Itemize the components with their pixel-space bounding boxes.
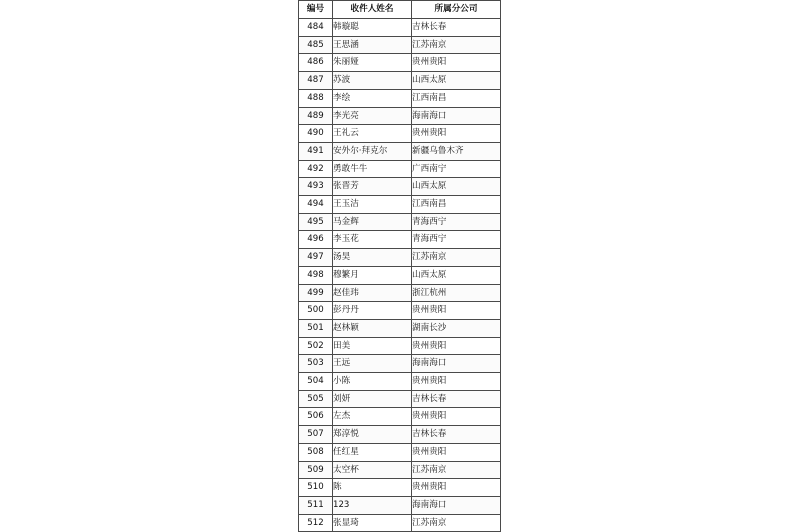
- cell-id: 492: [299, 160, 333, 178]
- cell-company: 山西太原: [412, 266, 501, 284]
- table-row[interactable]: [299, 496, 501, 514]
- table-row[interactable]: [299, 408, 501, 426]
- cell-recipient-name: 李玉花: [333, 231, 412, 249]
- table-row[interactable]: [299, 19, 501, 37]
- table-row[interactable]: [299, 319, 501, 337]
- cell-id: 495: [299, 213, 333, 231]
- table-row[interactable]: [299, 89, 501, 107]
- cell-id: 494: [299, 196, 333, 214]
- cell-recipient-name: 彭丹丹: [333, 302, 412, 320]
- table-row[interactable]: [299, 196, 501, 214]
- cell-id: 500: [299, 302, 333, 320]
- table-row[interactable]: [299, 443, 501, 461]
- table-row[interactable]: [299, 213, 501, 231]
- cell-recipient-name: 勇敢牛牛: [333, 160, 412, 178]
- cell-recipient-name: 韩璇聪: [333, 19, 412, 37]
- cell-id: 503: [299, 355, 333, 373]
- cell-id: 504: [299, 373, 333, 391]
- cell-company: 贵州贵阳: [412, 479, 501, 497]
- cell-id: 512: [299, 514, 333, 532]
- table-row[interactable]: [299, 160, 501, 178]
- cell-recipient-name: 田美: [333, 337, 412, 355]
- cell-recipient-name: 太空杯: [333, 461, 412, 479]
- cell-id: 493: [299, 178, 333, 196]
- cell-company: 青海西宁: [412, 213, 501, 231]
- cell-recipient-name: 王玉洁: [333, 196, 412, 214]
- cell-id: 485: [299, 36, 333, 54]
- cell-recipient-name: 苏波: [333, 72, 412, 90]
- cell-company: 江西南昌: [412, 89, 501, 107]
- cell-id: 501: [299, 319, 333, 337]
- cell-recipient-name: 王远: [333, 355, 412, 373]
- cell-recipient-name: 陈: [333, 479, 412, 497]
- table-row[interactable]: [299, 125, 501, 143]
- cell-company: 贵州贵阳: [412, 54, 501, 72]
- table-row[interactable]: [299, 426, 501, 444]
- cell-id: 486: [299, 54, 333, 72]
- cell-company: 江西南昌: [412, 196, 501, 214]
- column-header-company: 所属分公司: [412, 1, 501, 19]
- cell-company: 广西南宁: [412, 160, 501, 178]
- cell-recipient-name: 左杰: [333, 408, 412, 426]
- cell-recipient-name: 赵林颖: [333, 319, 412, 337]
- cell-recipient-name: 郑淳悦: [333, 426, 412, 444]
- cell-company: 吉林长春: [412, 390, 501, 408]
- column-header-name: 收件人姓名: [333, 1, 412, 19]
- cell-company: 贵州贵阳: [412, 443, 501, 461]
- table-row[interactable]: [299, 355, 501, 373]
- cell-id: 488: [299, 89, 333, 107]
- cell-recipient-name: 李绘: [333, 89, 412, 107]
- cell-recipient-name: 任红星: [333, 443, 412, 461]
- table-header: [299, 1, 501, 19]
- cell-id: 511: [299, 496, 333, 514]
- cell-company: 青海西宁: [412, 231, 501, 249]
- table-header-row: [299, 1, 501, 19]
- cell-recipient-name: 王礼云: [333, 125, 412, 143]
- cell-id: 507: [299, 426, 333, 444]
- cell-company: 贵州贵阳: [412, 302, 501, 320]
- cell-recipient-name: 马金辉: [333, 213, 412, 231]
- cell-recipient-name: 安外尔·拜克尔: [333, 142, 412, 160]
- cell-company: 江苏南京: [412, 249, 501, 267]
- cell-company: 江苏南京: [412, 36, 501, 54]
- cell-company: 海南海口: [412, 355, 501, 373]
- cell-id: 498: [299, 266, 333, 284]
- table-row[interactable]: [299, 107, 501, 125]
- cell-recipient-name: 赵佳玮: [333, 284, 412, 302]
- recipient-table: [298, 0, 501, 532]
- cell-company: 海南海口: [412, 496, 501, 514]
- table-row[interactable]: [299, 54, 501, 72]
- cell-company: 贵州贵阳: [412, 337, 501, 355]
- cell-company: 贵州贵阳: [412, 408, 501, 426]
- cell-id: 506: [299, 408, 333, 426]
- cell-recipient-name: 张晋芳: [333, 178, 412, 196]
- cell-recipient-name: 王思涵: [333, 36, 412, 54]
- cell-company: 山西太原: [412, 72, 501, 90]
- cell-company: 海南海口: [412, 107, 501, 125]
- cell-recipient-name: 张显琦: [333, 514, 412, 532]
- recipient-table-container: [298, 0, 500, 532]
- cell-recipient-name: 123: [333, 496, 412, 514]
- cell-id: 497: [299, 249, 333, 267]
- table-row[interactable]: [299, 142, 501, 160]
- cell-company: 浙江杭州: [412, 284, 501, 302]
- table-row[interactable]: [299, 36, 501, 54]
- cell-recipient-name: 汤昊: [333, 249, 412, 267]
- cell-company: 山西太原: [412, 178, 501, 196]
- cell-id: 487: [299, 72, 333, 90]
- cell-id: 508: [299, 443, 333, 461]
- cell-id: 490: [299, 125, 333, 143]
- cell-id: 505: [299, 390, 333, 408]
- table-row[interactable]: [299, 266, 501, 284]
- cell-id: 509: [299, 461, 333, 479]
- cell-company: 江苏南京: [412, 514, 501, 532]
- cell-id: 499: [299, 284, 333, 302]
- cell-id: 489: [299, 107, 333, 125]
- cell-company: 湖南长沙: [412, 319, 501, 337]
- cell-recipient-name: 李光亮: [333, 107, 412, 125]
- table-row[interactable]: [299, 249, 501, 267]
- cell-company: 贵州贵阳: [412, 373, 501, 391]
- table-row[interactable]: [299, 514, 501, 532]
- table-body: [299, 19, 501, 532]
- cell-recipient-name: 小陈: [333, 373, 412, 391]
- table-row[interactable]: [299, 461, 501, 479]
- table-row[interactable]: [299, 337, 501, 355]
- cell-recipient-name: 朱丽娅: [333, 54, 412, 72]
- cell-id: 496: [299, 231, 333, 249]
- cell-id: 491: [299, 142, 333, 160]
- cell-id: 502: [299, 337, 333, 355]
- cell-recipient-name: 刘妍: [333, 390, 412, 408]
- table-row[interactable]: [299, 302, 501, 320]
- table-row[interactable]: [299, 231, 501, 249]
- cell-company: 贵州贵阳: [412, 125, 501, 143]
- cell-company: 吉林长春: [412, 19, 501, 37]
- table-row[interactable]: [299, 390, 501, 408]
- cell-id: 510: [299, 479, 333, 497]
- cell-company: 江苏南京: [412, 461, 501, 479]
- cell-recipient-name: 穆繁月: [333, 266, 412, 284]
- table-row[interactable]: [299, 284, 501, 302]
- cell-id: 484: [299, 19, 333, 37]
- cell-company: 吉林长春: [412, 426, 501, 444]
- table-row[interactable]: [299, 72, 501, 90]
- cell-company: 新疆乌鲁木齐: [412, 142, 501, 160]
- table-row[interactable]: [299, 178, 501, 196]
- column-header-id: 编号: [299, 1, 333, 19]
- table-row[interactable]: [299, 373, 501, 391]
- table-row[interactable]: [299, 479, 501, 497]
